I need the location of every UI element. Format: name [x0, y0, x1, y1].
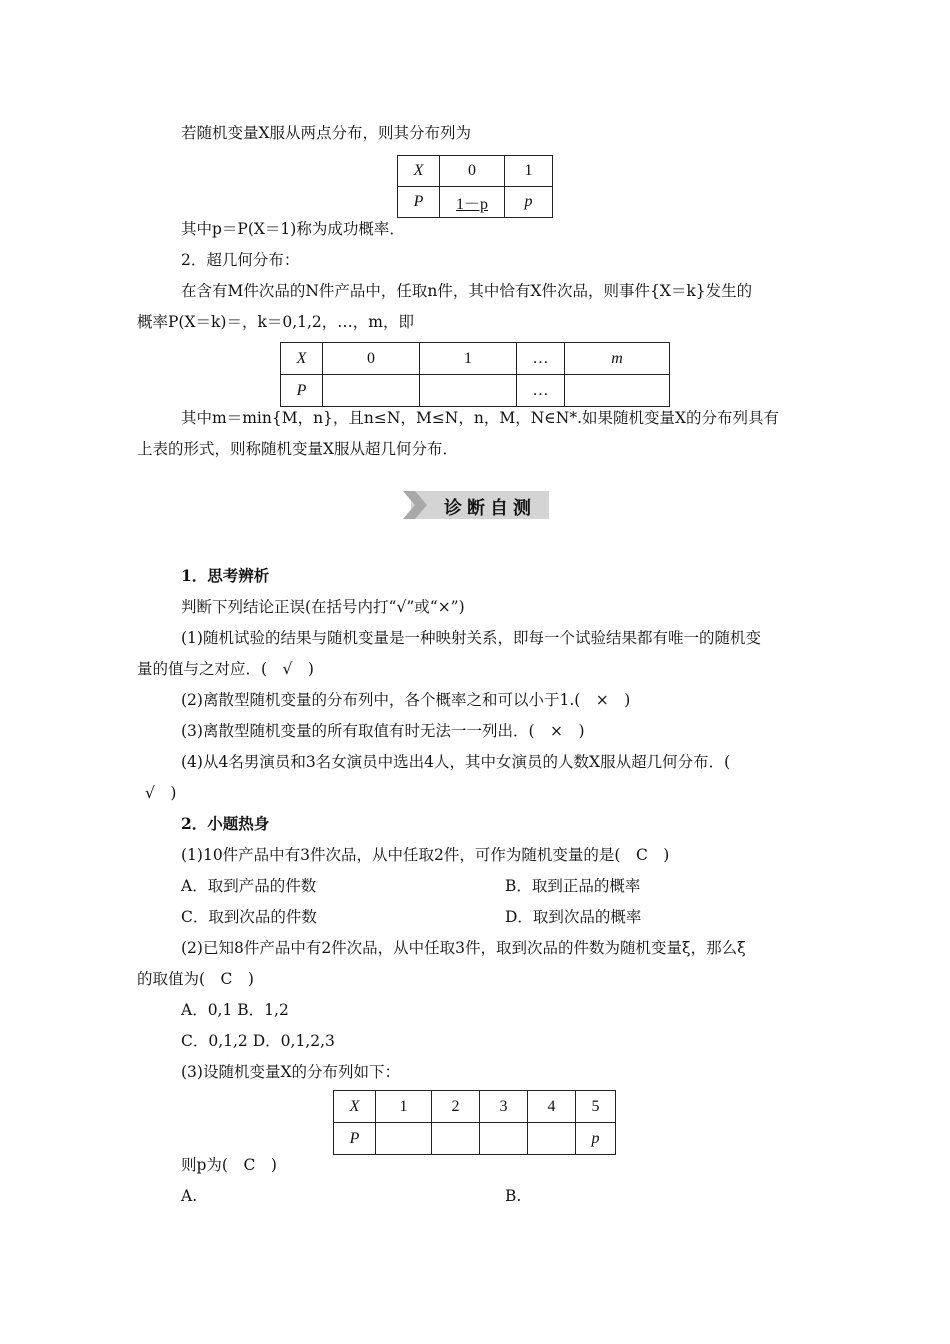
table-cell: 1 [420, 343, 517, 375]
table-cell: 3 [480, 1091, 528, 1123]
table-cell: X [398, 156, 440, 187]
hyper-note-line2: 上表的形式，则称随机变量X服从超几何分布． [137, 440, 459, 458]
table-cell [565, 375, 670, 407]
two-point-table [397, 155, 553, 218]
table-cell [480, 1123, 528, 1155]
hyper-para-line1: 在含有M件次品的N件产品中，任取n件，其中恰有X件次品，则事件{X＝k}发生的 [181, 282, 753, 300]
sec2-p1-option-b: B．取到正品的概率 [505, 877, 641, 895]
sec1-q3: (3)离散型随机变量的所有取值有时无法一一列出．( × ) [181, 722, 585, 740]
table-cell: 5 [576, 1091, 616, 1123]
sec1-q2: (2)离散型随机变量的分布列中，各个概率之和可以小于1.( × ) [181, 691, 631, 709]
table-cell: p [505, 187, 553, 218]
hyper-note-line1: 其中m＝min{M，n}，且n≤N，M≤N，n，M，N∈N*.如果随机变量X的分布列具有 [181, 409, 780, 427]
two-point-note: 其中p＝P(X＝1)称为成功概率． [181, 220, 405, 238]
table-cell [323, 375, 420, 407]
sec1-q1-line1: (1)随机试验的结果与随机变量是一种映射关系，即每一个试验结果都有唯一的随机变 [181, 629, 761, 647]
hyper-para-line2: 概率P(X＝k)＝，k＝0,1,2，…，m，即 [137, 313, 414, 331]
table-cell: 0 [323, 343, 420, 375]
sec2-p1-option-d: D．取到次品的概率 [505, 908, 642, 926]
table-cell: … [517, 343, 565, 375]
sec2-p3-option-b: B. [505, 1187, 522, 1205]
sec2-p3-stem: (3)设随机变量X的分布列如下： [181, 1063, 400, 1081]
table-cell [528, 1123, 576, 1155]
table-cell: 2 [432, 1091, 480, 1123]
section-banner [401, 491, 549, 519]
sec2-p1-option-c: C．取到次品的件数 [181, 908, 317, 926]
table-cell: 1 [376, 1091, 432, 1123]
p3-table [333, 1090, 616, 1155]
sec1-q1-line2: 量的值与之对应．( √ ) [137, 660, 314, 678]
chevron-arrow-overlay-icon [401, 491, 431, 519]
table-cell: P [398, 187, 440, 218]
sec2-p2-stem-line1: (2)已知8件产品中有2件次品，从中任取3件，取到次品的件数为随机变量ξ，那么ξ [181, 939, 746, 957]
table-cell [376, 1123, 432, 1155]
sec1-instruction: 判断下列结论正误(在括号内打“√”或“×”) [181, 598, 465, 616]
table-cell: 1－p [440, 187, 505, 218]
table-cell: X [281, 343, 323, 375]
sec2-p2-options-cd: C．0,1,2 D．0,1,2,3 [181, 1032, 335, 1050]
sec2-p1-stem: (1)10件产品中有3件次品，从中任取2件，可作为随机变量的是( C ) [181, 846, 670, 864]
banner-title: 诊断自测 [444, 498, 536, 519]
sec2-p1-option-a: A．取到产品的件数 [181, 877, 317, 895]
sec2-p3-option-a: A. [181, 1187, 198, 1205]
table-cell: P [334, 1123, 376, 1155]
sec1-q4-line1: (4)从4名男演员和3名女演员中选出4人，其中女演员的人数X服从超几何分布．( [181, 753, 731, 771]
table-cell [432, 1123, 480, 1155]
table-cell: m [565, 343, 670, 375]
table-cell: X [334, 1091, 376, 1123]
table-cell: P [281, 375, 323, 407]
table-cell: p [576, 1123, 616, 1155]
hyper-table [280, 342, 670, 407]
two-point-intro: 若随机变量X服从两点分布，则其分布列为 [181, 124, 472, 142]
sec2-p3-ask: 则p为( C ) [181, 1156, 277, 1174]
sec2-heading: 2．小题热身 [181, 814, 270, 833]
hyper-heading: 2．超几何分布： [181, 251, 300, 269]
sec2-p2-options-ab: A．0,1 B．1,2 [181, 1001, 289, 1019]
table-cell: 0 [440, 156, 505, 187]
sec1-heading: 1．思考辨析 [181, 566, 270, 585]
table-cell [420, 375, 517, 407]
table-cell: … [517, 375, 565, 407]
table-cell: 4 [528, 1091, 576, 1123]
sec1-q4-line2: √ ) [145, 784, 177, 802]
sec2-p2-stem-line2: 的取值为( C ) [137, 970, 254, 988]
table-cell: 1 [505, 156, 553, 187]
